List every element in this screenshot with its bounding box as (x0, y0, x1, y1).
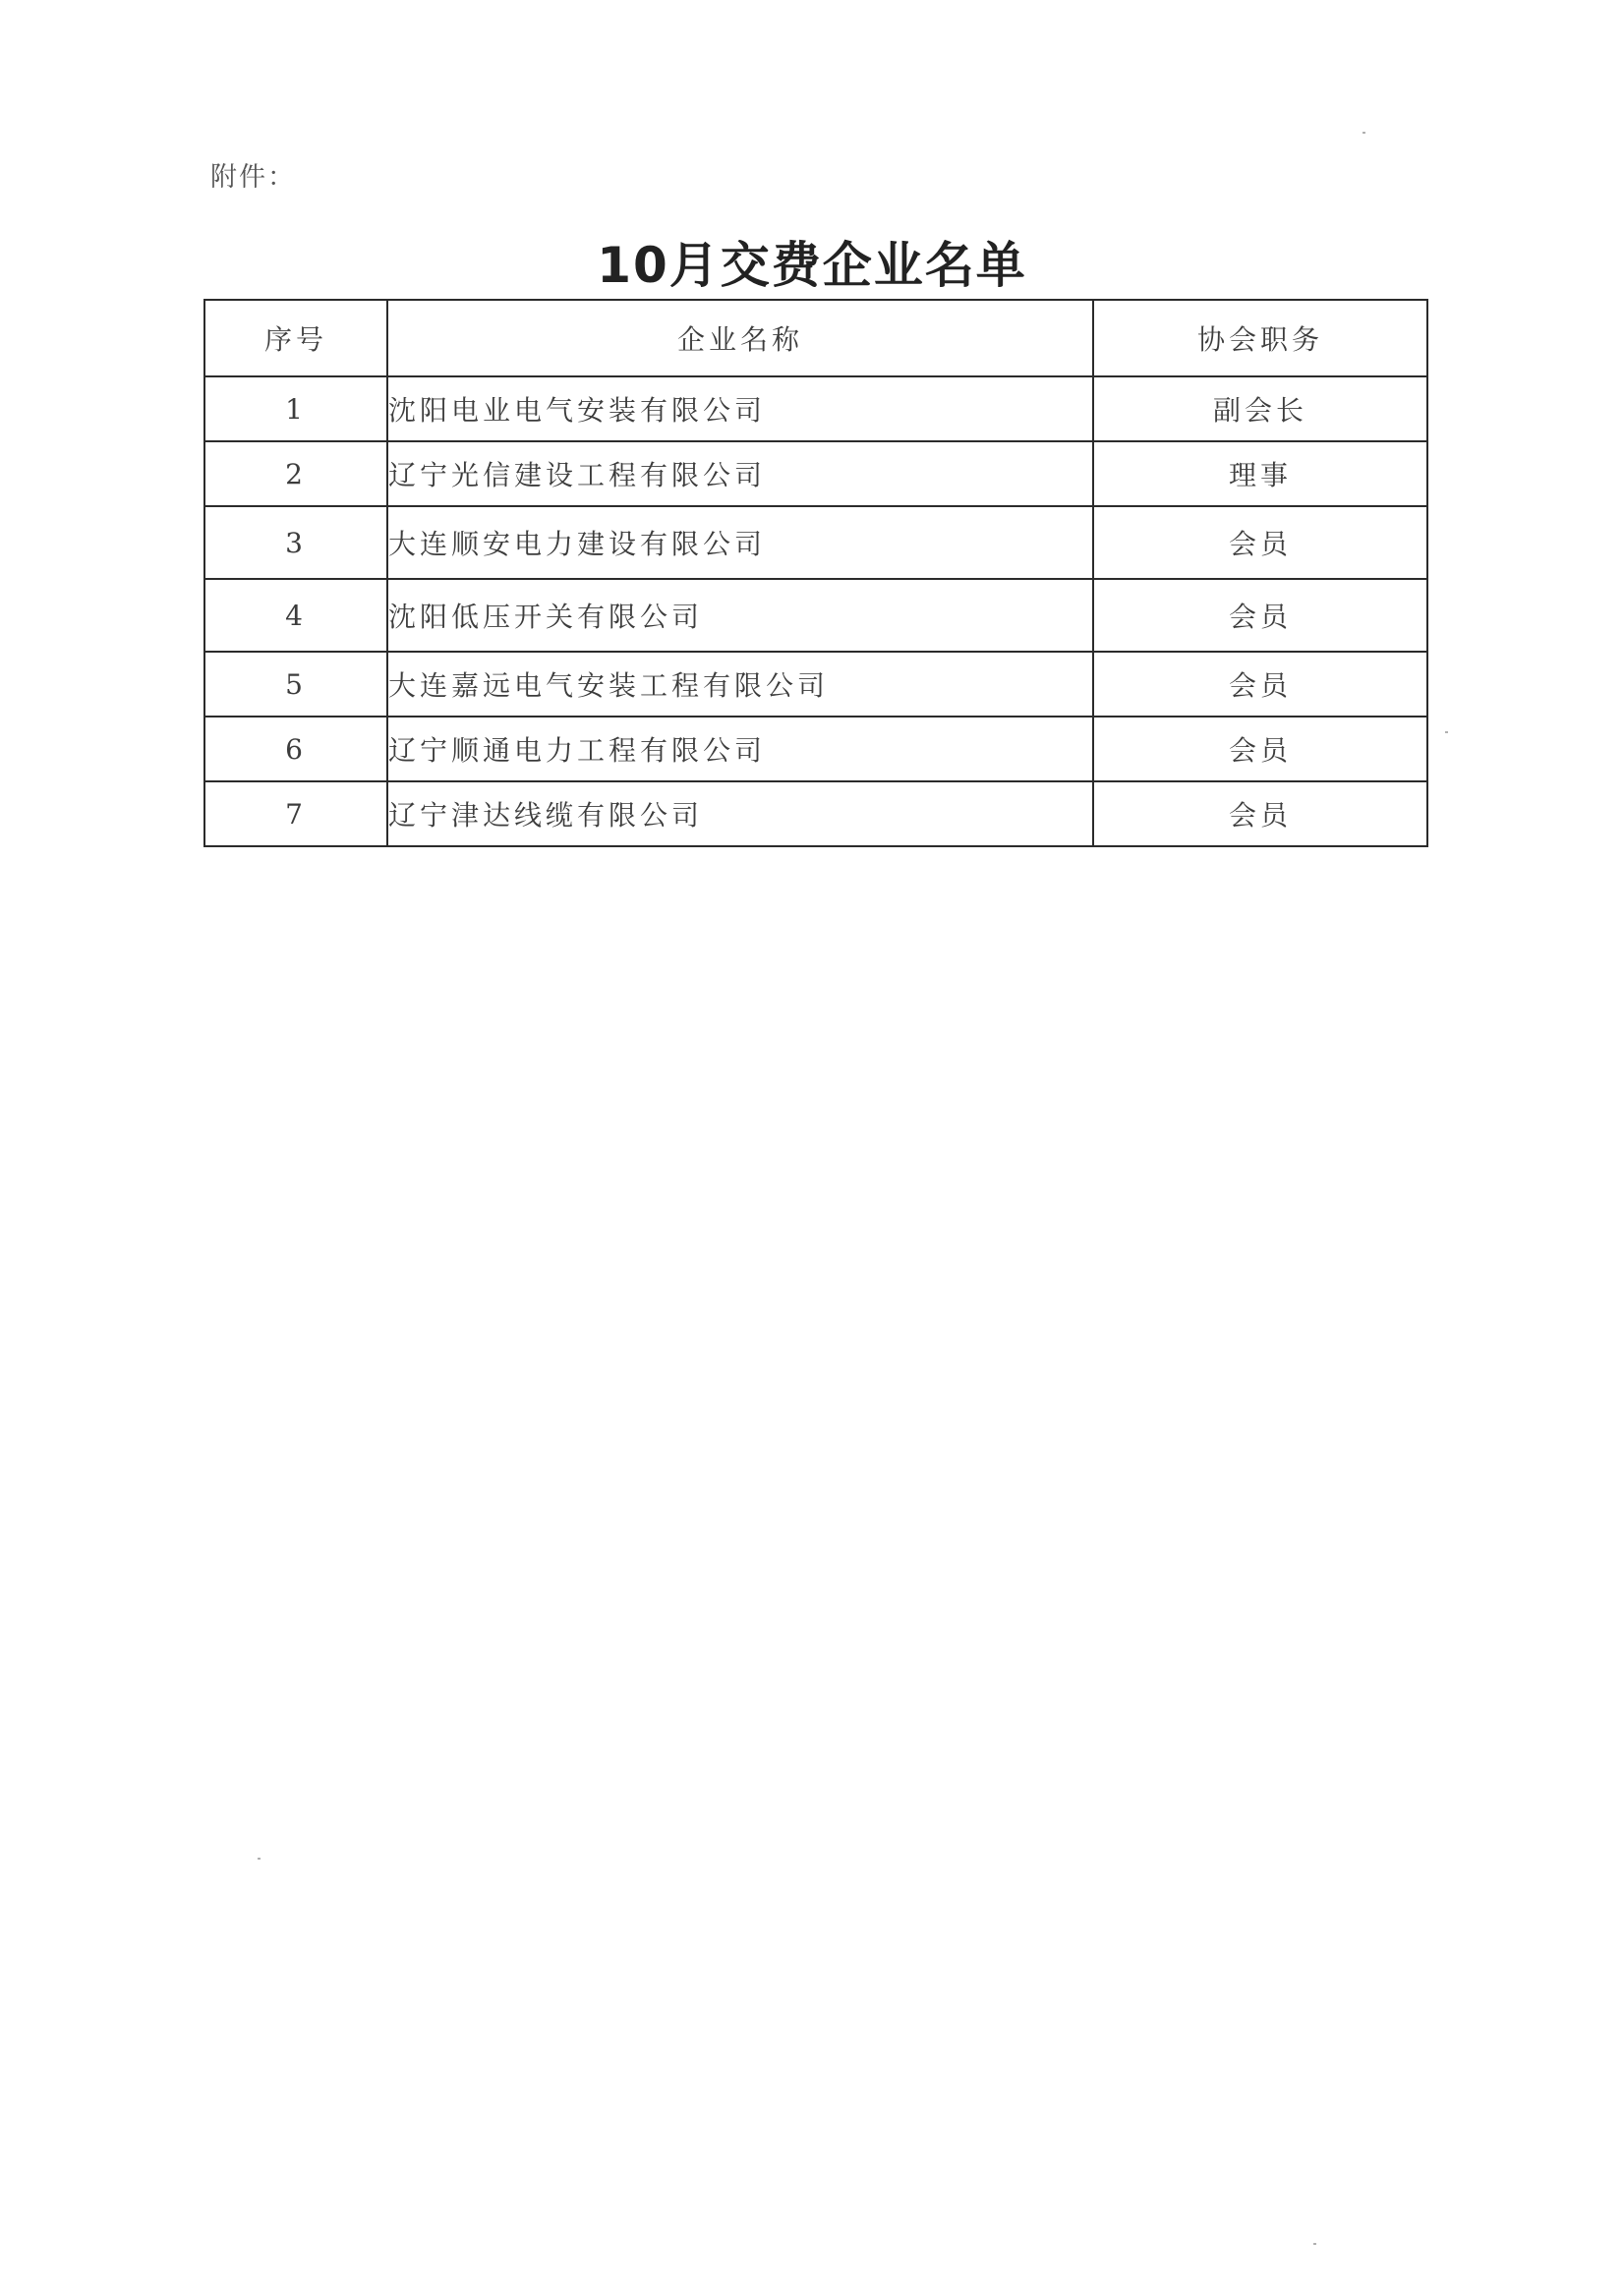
row-role: 会员 (1093, 506, 1427, 579)
row-company-name: 辽宁顺通电力工程有限公司 (387, 717, 1093, 781)
row-no: 5 (204, 652, 387, 717)
row-company-name: 沈阳低压开关有限公司 (387, 579, 1093, 652)
attachment-label: 附件： (210, 162, 296, 193)
header-name: 企业名称 (387, 300, 1093, 376)
row-no: 1 (204, 376, 387, 441)
member-table (203, 299, 1428, 847)
row-role: 会员 (1093, 652, 1427, 717)
scan-speck (1445, 731, 1448, 733)
table-row (204, 441, 1427, 506)
row-no: 4 (204, 579, 387, 652)
row-company-name: 辽宁光信建设工程有限公司 (387, 441, 1093, 506)
row-role: 理事 (1093, 441, 1427, 506)
row-company-name: 辽宁津达线缆有限公司 (387, 781, 1093, 846)
table-row (204, 652, 1427, 717)
row-no: 6 (204, 717, 387, 781)
row-company-name: 沈阳电业电气安装有限公司 (387, 376, 1093, 441)
row-company-name: 大连顺安电力建设有限公司 (387, 506, 1093, 579)
row-company-name: 大连嘉远电气安装工程有限公司 (387, 652, 1093, 717)
row-no: 7 (204, 781, 387, 846)
document-title: 10月交费企业名单 (597, 237, 1027, 294)
scan-speck (258, 1858, 261, 1860)
scan-speck (1313, 2243, 1316, 2245)
row-no: 2 (204, 441, 387, 506)
scan-speck (1363, 132, 1365, 134)
table-header-row (204, 300, 1427, 376)
table-row (204, 781, 1427, 846)
header-role: 协会职务 (1093, 300, 1427, 376)
row-role: 会员 (1093, 781, 1427, 846)
row-role: 会员 (1093, 717, 1427, 781)
table-row (204, 506, 1427, 579)
row-no: 3 (204, 506, 387, 579)
row-role: 副会长 (1093, 376, 1427, 441)
table-row (204, 376, 1427, 441)
table-row (204, 717, 1427, 781)
table-row (204, 579, 1427, 652)
row-role: 会员 (1093, 579, 1427, 652)
header-no: 序号 (204, 300, 387, 376)
